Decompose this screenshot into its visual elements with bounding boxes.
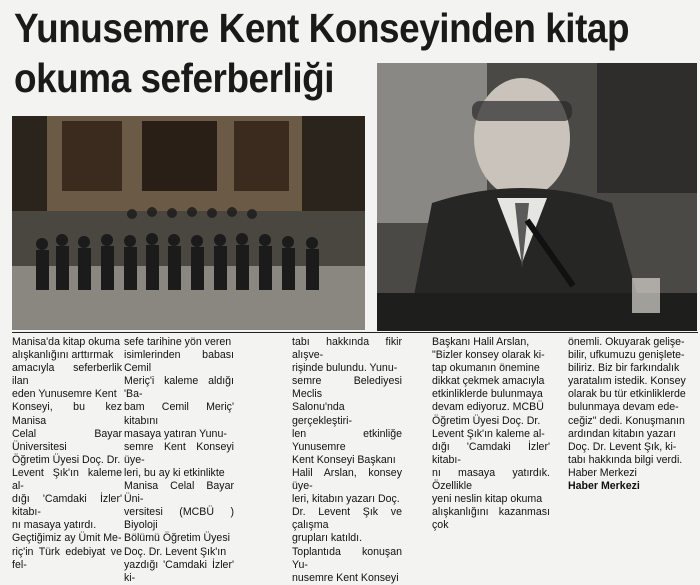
text-line: riç'in Türk edebiyat ve fel- — [12, 545, 122, 571]
text-line: Geçtiğimiz ay Ümit Me- — [12, 532, 122, 545]
text-line: Konseyi, bu kez Manisa — [12, 401, 122, 427]
text-line: yaratalım istedik. Konsey — [568, 375, 686, 388]
text-line: dikkat çekmek amacıyla — [432, 375, 545, 388]
text-line: ardından kitabın yazarı — [568, 427, 676, 440]
text-line: bilir, ufkumuzu genişlete- — [568, 349, 685, 362]
text-line: bam Cemil Meriç' kitabını — [124, 401, 234, 427]
text-line: Öğretim Üyesi Doç. Dr. — [432, 414, 541, 427]
text-line: Kent Konseyi Başkanı — [292, 453, 396, 466]
headline-line-1: Yunusemre Kent Konseyinden kitap — [14, 5, 630, 51]
speaker-photo-illustration — [377, 63, 697, 331]
text-line: Doç. Dr. Levent Şık, ki- — [568, 440, 677, 453]
text-line: biliriz. Biz bir farkındalık — [568, 362, 680, 375]
text-line: yazdığı 'Camdaki İzler' ki- — [124, 558, 234, 584]
text-line: versitesi (MCBÜ ) Biyoloji — [124, 506, 234, 532]
text-line: Bölümü Öğretim Üyesi — [124, 532, 230, 545]
text-line: leri, bu ay ki etkinlikte — [124, 466, 225, 479]
text-line: tabı hakkında bilgi verdi. — [568, 453, 683, 466]
text-line: önemli. Okuyarak gelişe- — [568, 336, 685, 348]
text-line: rişinde bulundu. Yunu- — [292, 362, 398, 375]
text-line: nı masaya yatırdı. — [12, 519, 97, 532]
text-line: tap okumanın önemine — [432, 362, 540, 375]
text-line: Salonu'nda gerçekleştiri- — [292, 401, 353, 427]
article-column-2 — [124, 336, 234, 585]
byline: Haber Merkezi — [568, 480, 640, 493]
text-line: Başkanı Halil Arslan, — [432, 336, 530, 348]
text-line: dığı 'Camdaki İzler' kitabı- — [12, 493, 122, 519]
text-line: semre Kent Konseyi üye- — [124, 440, 234, 466]
text-line: Toplantıda konuşan Yu- — [292, 545, 402, 571]
text-line: dığı 'Camdaki İzler' kitabı- — [432, 440, 550, 466]
text-line: ceğiz" dedi. Konuşmanın — [568, 414, 685, 427]
text-line: Meriç'i kaleme aldığı 'Ba- — [124, 375, 234, 401]
text-line: etkinliklerde bulunmaya — [432, 388, 543, 401]
text-line: bulunmaya devam ede- — [568, 401, 679, 414]
text-line: isimlerinden babası Cemil — [124, 349, 234, 375]
text-line: Öğretim Üyesi Doç. Dr. — [12, 453, 121, 466]
article-column-1 — [12, 336, 122, 572]
article-column-4 — [432, 336, 550, 532]
text-line: grupları katıldı. — [292, 532, 363, 545]
text-line: devam ediyoruz. MCBÜ — [432, 401, 544, 414]
text-line: tabı hakkında fikir alışve- — [292, 336, 402, 362]
text-line: amacıyla seferberlik ilan — [12, 362, 122, 388]
text-line: Manisa Celal Bayar Üni- — [124, 480, 234, 506]
group-photo-illustration — [12, 116, 365, 330]
text-line: eden Yunusemre Kent — [12, 388, 117, 401]
text-line: leri, kitabın yazarı Doç. — [292, 493, 400, 506]
text-line: nı masaya yatırdık. Özellikle — [432, 466, 550, 493]
text-line: Haber Merkezi — [568, 466, 637, 479]
text-line: alışkanlığını arttırmak — [12, 349, 114, 362]
text-line: semre Belediyesi Meclis — [292, 375, 402, 401]
text-line: Dr. Levent Şık ve çalışma — [292, 506, 402, 532]
text-line: Celal Bayar Üniversitesi — [12, 427, 122, 453]
text-line: Levent Şık'ın kaleme al- — [432, 427, 545, 440]
text-line: nusemre Kent Konseyi — [292, 571, 399, 584]
text-line: masaya yatıran Yunu- — [124, 427, 227, 440]
text-line: Levent Şık'ın kaleme al- — [12, 466, 122, 493]
group-photo — [12, 116, 365, 330]
text-line: "Bizler konsey olarak ki- — [432, 349, 545, 362]
divider — [12, 332, 698, 333]
text-line: sefe tarihine yön veren — [124, 336, 232, 348]
text-line: Halil Arslan, konsey üye- — [292, 466, 402, 493]
text-line: alışkanlığını kazanması çok — [432, 506, 550, 532]
article-column-5 — [568, 336, 690, 493]
text-line: len etkinliğe Yunusemre — [292, 427, 402, 453]
article-column-3 — [292, 336, 402, 585]
text-line: Doç. Dr. Levent Şık'ın — [124, 545, 227, 558]
speaker-photo — [377, 63, 697, 331]
text-line: olarak bu tür etkinliklerde — [568, 388, 686, 401]
text-line: Manisa'da kitap okuma — [12, 336, 121, 348]
headline-line-2: okuma seferberliği — [14, 55, 335, 101]
text-line: yeni neslin kitap okuma — [432, 493, 543, 506]
